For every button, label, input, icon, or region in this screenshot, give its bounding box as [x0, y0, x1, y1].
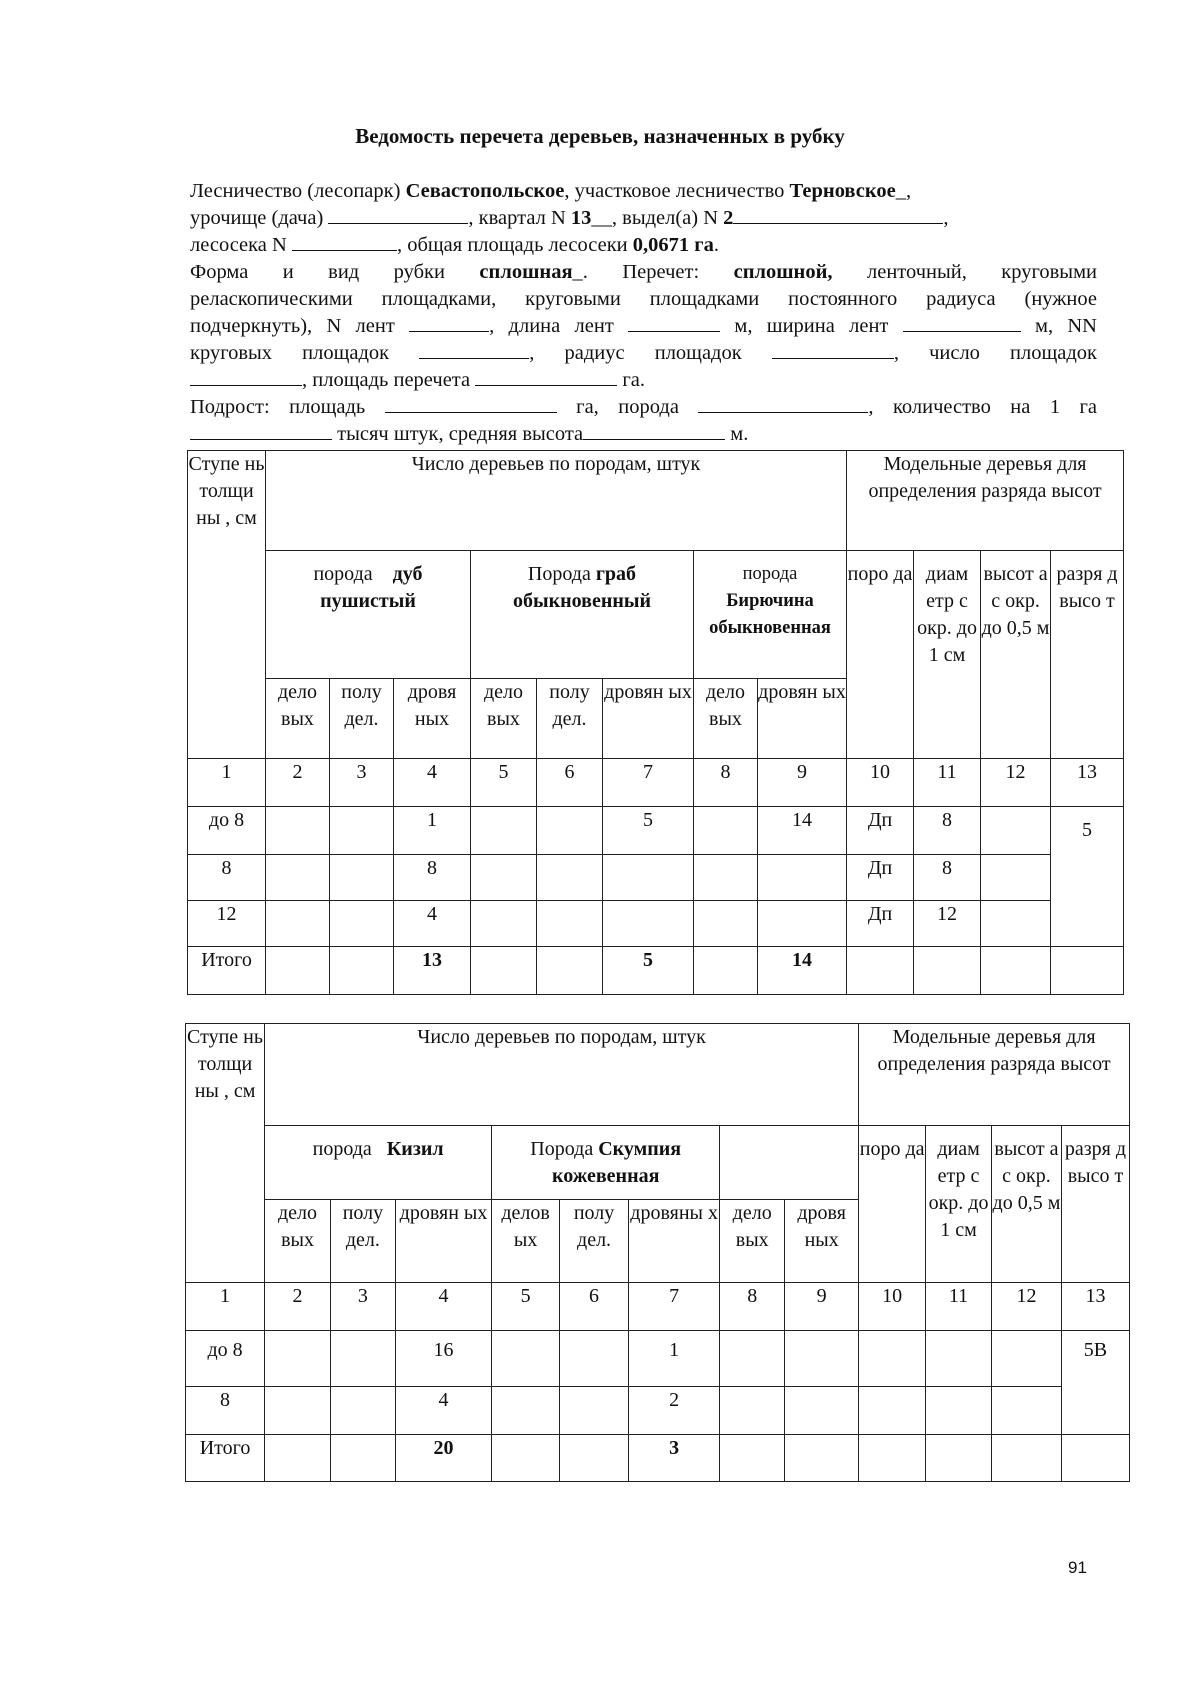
model-trees-header: Модельные деревья для определения разряда высот — [847, 451, 1124, 551]
model-height-class-header: разря д высо т — [1061, 1126, 1129, 1283]
total-cell — [694, 947, 758, 995]
total-label: Итого — [188, 947, 266, 995]
table-cell: Дп — [847, 807, 914, 855]
model-height-header: высот а с окр. до 0,5 м — [981, 551, 1051, 759]
sub-header: полу дел. — [330, 1200, 395, 1283]
table-cell: 14 — [758, 807, 847, 855]
total-cell — [1061, 1435, 1129, 1482]
model-diameter-header: диам етр с окр. до 1 см — [926, 1126, 992, 1283]
total-cell — [720, 1435, 785, 1482]
table-row — [186, 1331, 1130, 1387]
sub-header: делов ых — [492, 1200, 560, 1283]
table-cell — [330, 1387, 395, 1435]
header-line-undergrowth-height: тысяч штук, средняя высота м. — [190, 421, 1097, 448]
table-cell — [471, 855, 537, 901]
total-cell — [330, 1435, 395, 1482]
sub-header: полу дел. — [330, 679, 394, 759]
sub-header: дело вых — [720, 1200, 785, 1283]
species-cornel-header: порода Кизил — [265, 1126, 492, 1200]
header-line-plot: лесосека N , общая площадь лесосеки 0,0671 га. — [190, 234, 719, 256]
table-cell — [859, 1331, 926, 1387]
total-cell — [847, 947, 914, 995]
total-cell — [914, 947, 981, 995]
page-number: 91 — [1068, 1558, 1087, 1577]
table-cell: 4 — [395, 1387, 491, 1435]
sub-header: дело вых — [266, 679, 330, 759]
model-diameter-header: диам етр с окр. до 1 см — [914, 551, 981, 759]
total-cell — [981, 947, 1051, 995]
table-cell: 1 — [394, 807, 471, 855]
thickness-step-header: Ступе нь толщи ны , см — [186, 1024, 265, 1283]
column-number: 10 — [847, 759, 914, 807]
column-number: 2 — [266, 759, 330, 807]
table-cell: 1 — [629, 1331, 720, 1387]
page-title: Ведомость перечета деревьев, назначенных в рубку — [355, 124, 845, 148]
total-cell — [330, 947, 394, 995]
table-cell — [720, 1331, 785, 1387]
table-cell: 4 — [394, 901, 471, 947]
total-cell: 20 — [395, 1435, 491, 1482]
total-cell — [1051, 947, 1124, 995]
table-cell — [603, 901, 694, 947]
column-number: 4 — [395, 1283, 491, 1331]
column-number: 6 — [537, 759, 603, 807]
table-cell — [330, 807, 394, 855]
sub-header: дровя ных — [394, 679, 471, 759]
header-line-plots: реласкопическими площадками, круговыми площадками постоянного радиуса (нужное — [190, 288, 1097, 310]
sub-header: дело вых — [694, 679, 758, 759]
table-cell: 16 — [395, 1331, 491, 1387]
table-cell: 2 — [629, 1387, 720, 1435]
column-number: 9 — [785, 1283, 859, 1331]
table-cell — [720, 1387, 785, 1435]
total-cell — [471, 947, 537, 995]
table-cell — [785, 1387, 859, 1435]
table-cell — [981, 901, 1051, 947]
species-privet-header: порода Бирючина обыкновенная — [694, 551, 847, 679]
table-cell: 12 — [914, 901, 981, 947]
table-cell — [330, 855, 394, 901]
table-cell — [537, 855, 603, 901]
table-cell — [926, 1331, 992, 1387]
header-line-circular-plots: круговых площадок , радиус площадок , число площадок — [190, 342, 1098, 364]
table-cell — [981, 807, 1051, 855]
table-cell — [471, 901, 537, 947]
column-number: 12 — [981, 759, 1051, 807]
table-cell — [991, 1387, 1061, 1435]
total-cell — [265, 1435, 331, 1482]
column-number-row — [186, 1283, 1130, 1331]
total-cell — [859, 1435, 926, 1482]
model-trees-header: Модельные деревья для определения разряда высот — [859, 1024, 1130, 1126]
height-class-cell: 5В — [1061, 1331, 1129, 1435]
sub-header: дровян ых — [395, 1200, 491, 1283]
total-cell — [785, 1435, 859, 1482]
sub-header: полу дел. — [560, 1200, 629, 1283]
table-row — [188, 807, 1124, 855]
sub-header: дровя ных — [785, 1200, 859, 1283]
table-cell: 8 — [914, 807, 981, 855]
table-cell — [926, 1387, 992, 1435]
total-cell: 14 — [758, 947, 847, 995]
column-number: 7 — [603, 759, 694, 807]
table-cell — [471, 807, 537, 855]
total-row — [186, 1435, 1130, 1482]
table-cell — [694, 807, 758, 855]
thickness-step: 8 — [186, 1387, 265, 1435]
column-number: 7 — [629, 1283, 720, 1331]
table-cell — [537, 901, 603, 947]
table-cell — [981, 855, 1051, 901]
table-cell — [537, 807, 603, 855]
column-number: 6 — [560, 1283, 629, 1331]
table-cell: 5 — [603, 807, 694, 855]
sub-header: дело вых — [471, 679, 537, 759]
table-cell — [492, 1387, 560, 1435]
species-empty-header — [720, 1126, 859, 1200]
table-cell — [266, 807, 330, 855]
table-cell — [330, 901, 394, 947]
thickness-step: 8 — [188, 855, 266, 901]
table-row — [188, 901, 1124, 947]
total-row — [188, 947, 1124, 995]
tally-table-2 — [185, 1023, 1130, 1482]
column-number: 11 — [914, 759, 981, 807]
table-cell: Дп — [847, 901, 914, 947]
column-number: 12 — [991, 1283, 1061, 1331]
table-cell — [266, 855, 330, 901]
total-cell — [492, 1435, 560, 1482]
thickness-step: 12 — [188, 901, 266, 947]
table-row — [188, 855, 1124, 901]
table-cell: 8 — [394, 855, 471, 901]
sub-header: полу дел. — [537, 679, 603, 759]
total-label: Итого — [186, 1435, 265, 1482]
header-line-cutting-form: Форма и вид рубки сплошная_. Перечет: сплошной, ленточный, круговыми — [190, 261, 1098, 283]
model-height-header: высот а с окр. до 0,5 м — [991, 1126, 1061, 1283]
table-cell — [694, 901, 758, 947]
species-smoketree-header: Порода Скумпия кожевенная — [492, 1126, 720, 1200]
species-count-header: Число деревьев по породам, штук — [265, 1024, 859, 1126]
tally-table-1 — [187, 450, 1124, 995]
column-number: 1 — [188, 759, 266, 807]
column-number: 13 — [1061, 1283, 1129, 1331]
species-oak-header: порода дуб пушистый — [266, 551, 471, 679]
table-cell: 8 — [914, 855, 981, 901]
table-cell — [694, 855, 758, 901]
table-cell — [560, 1387, 629, 1435]
column-number: 4 — [394, 759, 471, 807]
table-row — [186, 1387, 1130, 1435]
total-cell — [560, 1435, 629, 1482]
table-cell — [330, 1331, 395, 1387]
thickness-step: до 8 — [186, 1331, 265, 1387]
column-number: 5 — [471, 759, 537, 807]
column-number: 3 — [330, 759, 394, 807]
header-line-count-area: , площадь перечета га. — [190, 367, 1097, 394]
column-number: 1 — [186, 1283, 265, 1331]
table-cell — [991, 1331, 1061, 1387]
model-species-header: поро да — [847, 551, 914, 759]
total-cell — [266, 947, 330, 995]
header-line-tract: урочище (дача) , квартал N 13__, выдел(а) N 2 , — [190, 207, 949, 229]
column-number: 9 — [758, 759, 847, 807]
table-cell: Дп — [847, 855, 914, 901]
total-cell — [991, 1435, 1061, 1482]
thickness-step: до 8 — [188, 807, 266, 855]
table-cell — [560, 1331, 629, 1387]
column-number: 8 — [720, 1283, 785, 1331]
thickness-step-header: Ступе нь толщи ны , см — [188, 451, 266, 759]
column-number: 10 — [859, 1283, 926, 1331]
column-number: 8 — [694, 759, 758, 807]
species-count-header: Число деревьев по породам, штук — [266, 451, 847, 551]
total-cell: 13 — [394, 947, 471, 995]
total-cell: 5 — [603, 947, 694, 995]
table-cell — [785, 1331, 859, 1387]
column-number: 5 — [492, 1283, 560, 1331]
column-number: 3 — [330, 1283, 395, 1331]
sub-header: дровяны х — [629, 1200, 720, 1283]
table-cell — [265, 1387, 331, 1435]
header-line-forestry: Лесничество (лесопарк) Севастопольское, участковое лесничество Терновское_, — [190, 180, 912, 202]
column-number-row — [188, 759, 1124, 807]
table-cell — [265, 1331, 331, 1387]
table-cell — [758, 901, 847, 947]
sub-header: дровян ых — [758, 679, 847, 759]
total-cell — [926, 1435, 992, 1482]
column-number: 11 — [926, 1283, 992, 1331]
model-species-header: поро да — [859, 1126, 926, 1283]
table-cell — [758, 855, 847, 901]
height-class-cell: 5 — [1051, 807, 1124, 947]
table-cell — [492, 1331, 560, 1387]
total-cell: 3 — [629, 1435, 720, 1482]
header-line-strips: подчеркнуть), N лент , длина лент м, ширина лент м, NN — [190, 315, 1097, 337]
header-line-undergrowth: Подрост: площадь га, порода , количество на 1 га — [190, 396, 1098, 418]
table-cell — [603, 855, 694, 901]
total-cell — [537, 947, 603, 995]
species-hornbeam-header: Порода граб обыкновенный — [471, 551, 694, 679]
table-cell — [266, 901, 330, 947]
sub-header: дело вых — [265, 1200, 331, 1283]
column-number: 2 — [265, 1283, 331, 1331]
model-height-class-header: разря д высо т — [1051, 551, 1124, 759]
table-cell — [859, 1387, 926, 1435]
column-number: 13 — [1051, 759, 1124, 807]
sub-header: дровян ых — [603, 679, 694, 759]
